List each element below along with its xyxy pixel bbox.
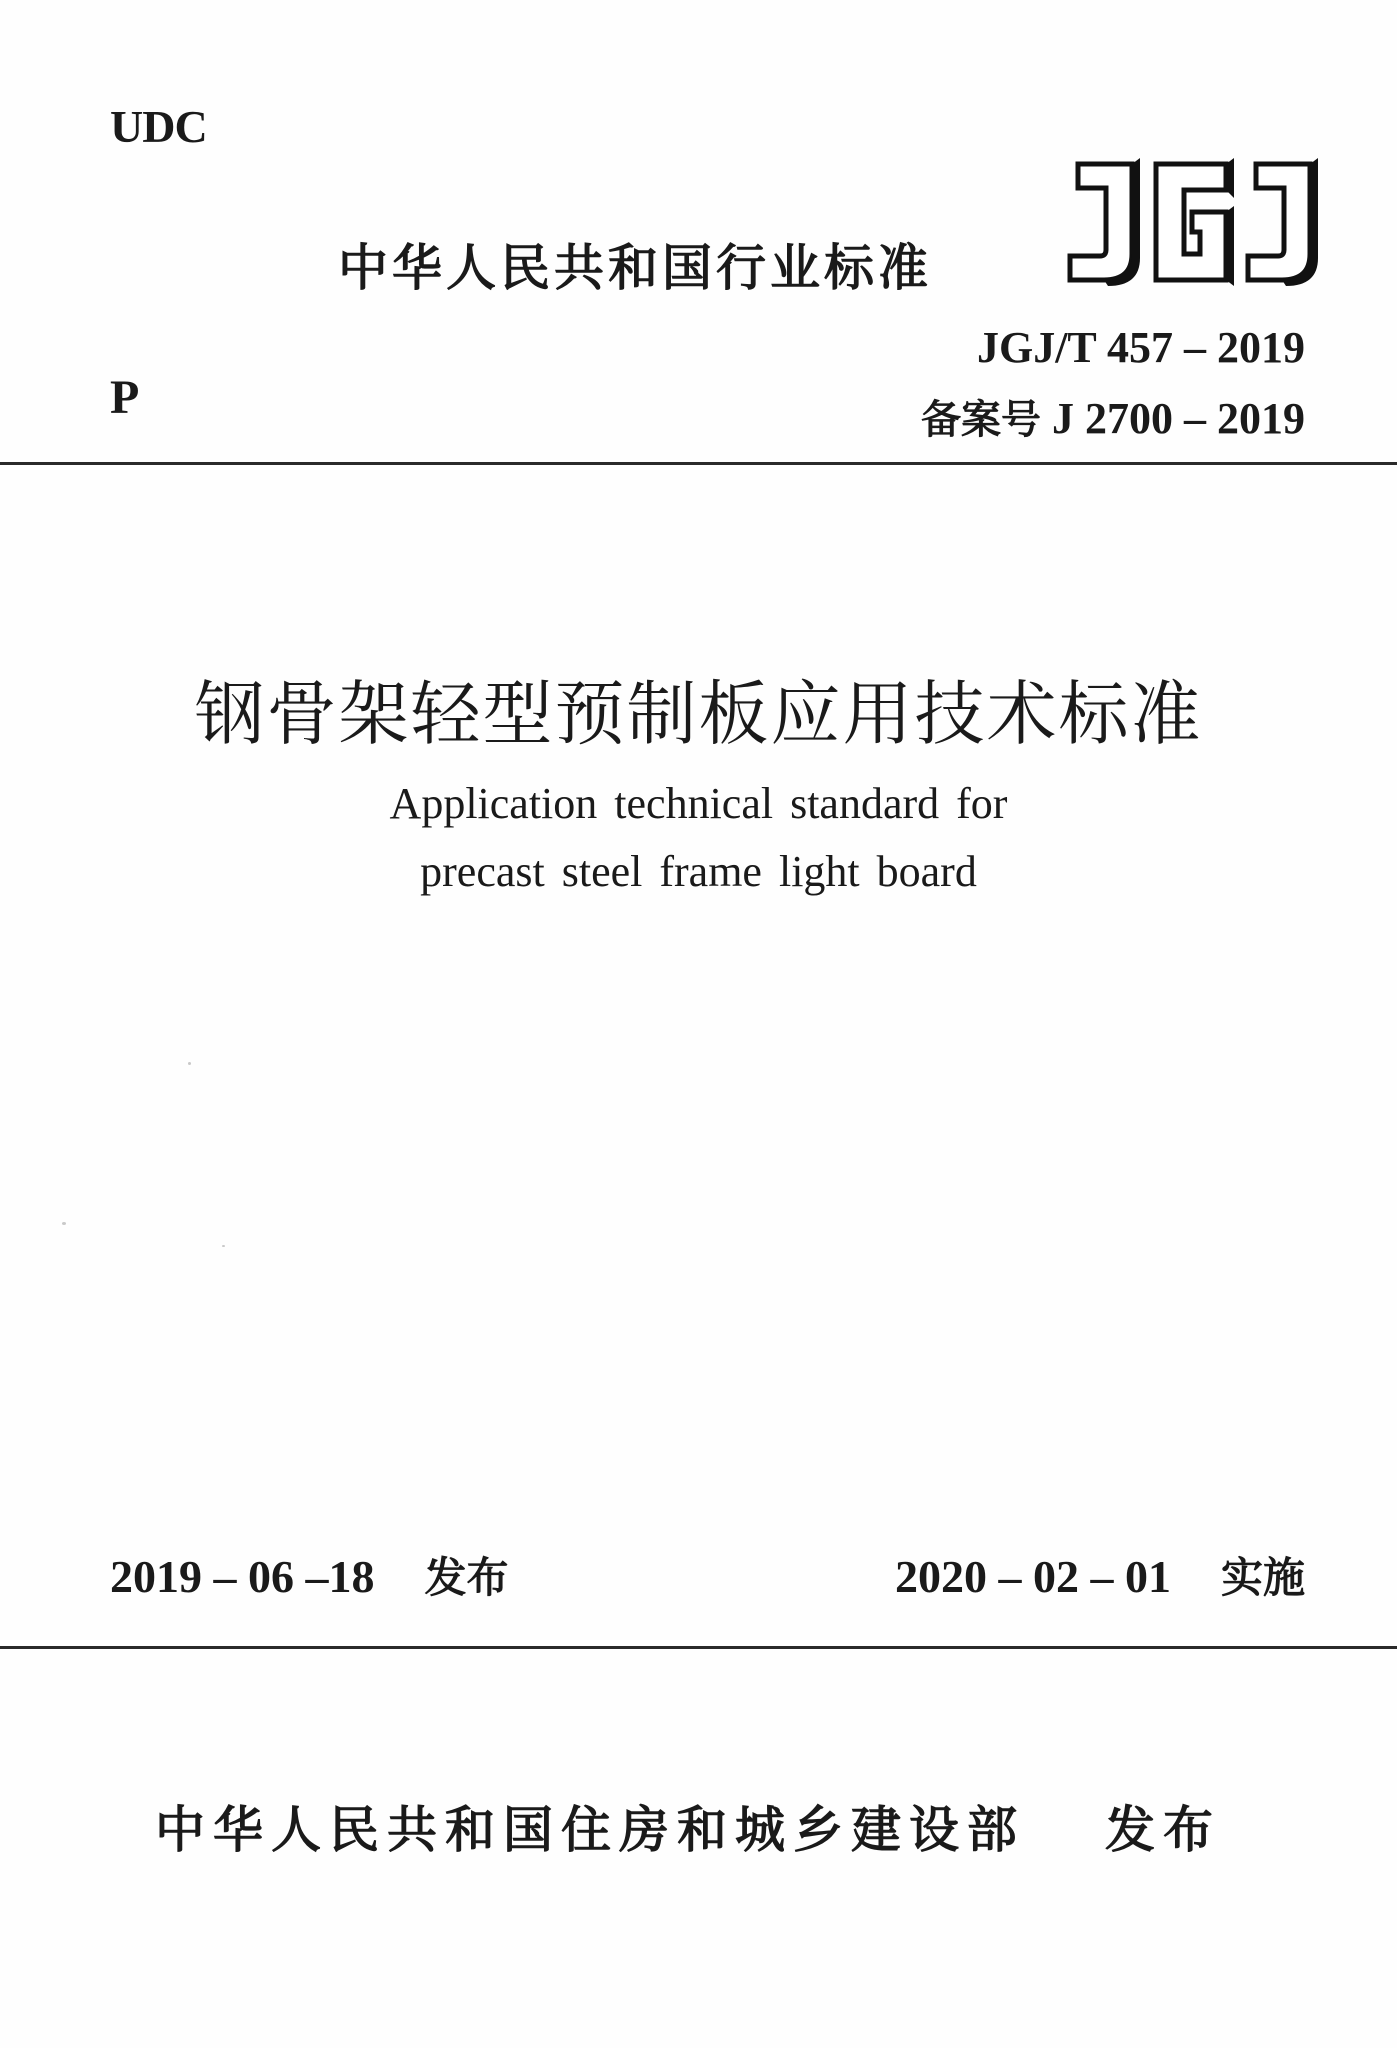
top-divider	[0, 462, 1397, 465]
standard-number: JGJ/T 457 – 2019	[976, 323, 1305, 372]
title-english-line1: Application technical standard for	[389, 779, 1008, 828]
category-code: P	[110, 371, 140, 424]
title-chinese: 钢骨架轻型预制板应用技术标准	[194, 673, 1203, 755]
publisher-line	[155, 1790, 1221, 1862]
issue-date: 2019 – 06 –18	[110, 1551, 375, 1602]
issue-date-line	[110, 1545, 509, 1605]
ministry-standard-header: 中华人民共和国行业标准	[338, 239, 932, 297]
effective-date-line	[895, 1545, 1305, 1605]
scan-speck	[222, 1245, 225, 1247]
bottom-divider	[0, 1646, 1397, 1649]
record-number: J 2700 – 2019	[1052, 394, 1305, 443]
issue-label: 发布	[424, 1553, 509, 1602]
effective-label: 实施	[1220, 1553, 1305, 1602]
publisher-name: 中华人民共和国住房和城乡建设部	[155, 1801, 1025, 1859]
title-english-line2: precast steel frame light board	[420, 847, 977, 896]
scan-speck	[188, 1062, 191, 1065]
effective-date: 2020 – 02 – 01	[894, 1551, 1171, 1602]
jgj-logo	[1060, 158, 1320, 288]
udc-code: UDC	[110, 101, 207, 152]
record-number-line	[921, 388, 1305, 445]
scan-speck	[62, 1222, 66, 1225]
publisher-action: 发布	[1105, 1801, 1221, 1859]
record-label: 备案号	[921, 397, 1041, 443]
